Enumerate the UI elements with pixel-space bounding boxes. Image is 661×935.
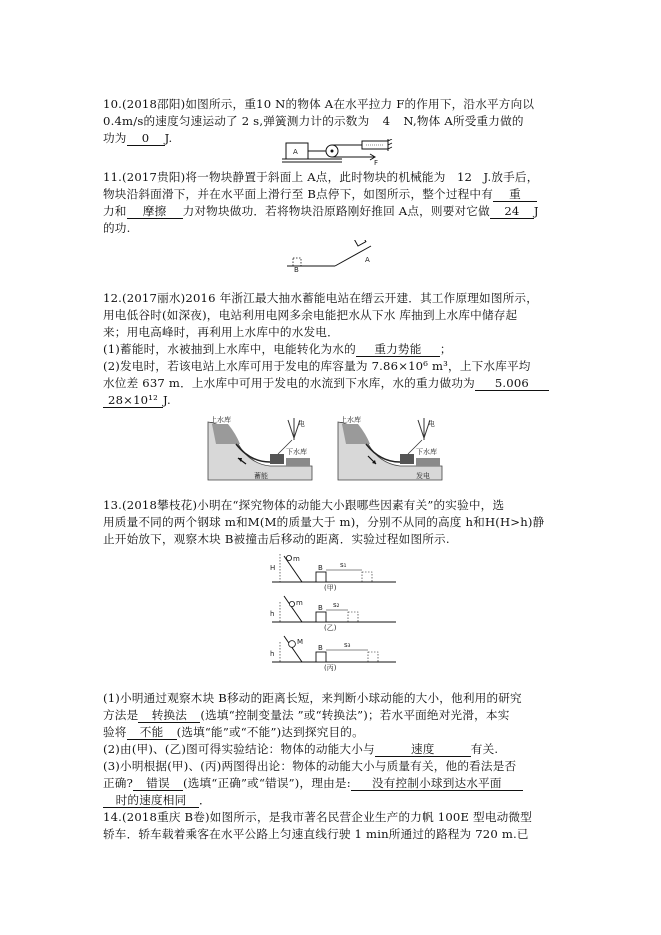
q12-line-7: 28×10¹² J. [103,392,171,408]
q13-answer-5a: 没有控制小球到达水平面 [351,777,523,791]
q13-label-bing: (丙) [324,664,337,672]
q12-label-lower-2: 下水库 [416,448,437,456]
q13-label-yi: (乙) [324,624,337,632]
q13-label-M: M [297,638,304,646]
q13-label-jia: (甲) [324,584,337,592]
q13-line-1: 13.(2018攀枝花)小明在“探究物体的动能大小跟哪些因素有关”的实验中，选 [103,498,505,512]
q12-label-elec-1: 电 [298,420,305,428]
q12-line-3: 来；用电高峰时，再利用上水库中的水发电． [103,325,339,339]
q12-answer-1: 重力势能 [356,343,440,357]
q13-part3-line-1: (3)小明根据(甲)、(丙)两图得出论：物体的动能大小与质量有关，他的看法是否 [103,759,517,773]
q12-panel-storage [208,415,312,480]
q11-line-4: 的功. [103,221,131,235]
q10-line-1: 10.(2018邵阳)如图所示，重10 N的物体 A在水平拉力 F的作用下，沿水平方向以 [103,97,535,111]
q10-answer-1: 4 [382,114,391,128]
q11-line-1: 11.(2017贵阳)将一物块静置于斜面上 A点，此时物块的机械能为 12 J.放手后， [103,170,539,184]
q13-line-3: 止开始放下，观察木块 B被撞击后移动的距离．实验过程如图所示. [103,532,450,546]
q13-label-B-2: B [318,604,323,612]
q11-figure-label-b: B [294,266,299,272]
q13-panel-bing [270,636,396,672]
q10-figure-label-a: A [293,148,298,156]
q13-label-h-1: h [270,610,275,618]
q12-line-6: 水位差 637 m．上水库中可用于发电的水流到下水库，水的重力做功为 5.006 [103,375,549,391]
q12-label-store: 蓄能 [254,472,268,480]
q11-line-2: 物块沿斜面滑下，并在水平面上滑行至 B点停下，如图所示，整个过程中有 重 [103,186,537,202]
q12-label-gen: 发电 [416,472,430,480]
q12-label-lower-1: 下水库 [286,448,307,456]
q11-answer-1: 12 [456,170,473,184]
q10-answer-2: 0 [127,132,165,146]
q12-line-4: (1)蓄能时，水被抽到上水库中，电能转化为水的 重力势能 ； [103,342,452,356]
q13-label-s2: s₂ [333,601,340,609]
q13-part1-line-2: 方法是 转换法 (选填“控制变量法 ”或“转换法”)；若水平面绝对光滑，本实 [103,708,510,722]
q10-figure-label-f: F [374,159,379,167]
q12-line-1: 12.(2017丽水)2016 年浙江最大抽水蓄能电站在缙云开建．其工作原理如图所示， [103,291,539,305]
q12-line-5: (2)发电时，若该电站上水库可用于发电的库容量为 7.86×10⁶ m³，上下水库平均 [103,359,531,373]
q13-answer-5b: 时的速度相同 [103,794,199,808]
q13-panel-jia [270,554,396,592]
q10-figure [278,139,408,169]
q13-part3-line-2: 正确? 错误 (选填“正确”或“错误”)，理由是: 没有控制小球到达水平面 [103,775,523,791]
q13-answer-1: 转换法 [138,709,200,723]
q10-line-3: 功为 0 J. [103,131,173,145]
q13-answer-2: 不能 [127,726,177,740]
q11-figure-label-a: A [365,256,370,264]
q12-figure [206,414,466,484]
q12-line-2: 用电低谷时(如深夜)，电站利用电网多余电能把水从下水 库抽到上水库中储存起 [103,308,518,322]
q11-line-3: 力和 摩擦 力对物块做功．若将物块沿原路刚好推回 A点，则要对它做 24 J [103,204,539,218]
q13-label-B-1: B [318,564,323,572]
q13-figure [268,552,400,672]
q14-line-2: 轿车．轿车载着乘客在水平公路上匀速直线行驶 1 min所通过的路程为 720 m.已 [103,827,529,841]
q13-part1-line-1: (1)小明通过观察木块 B移动的距离长短，来判断小球动能的大小，他利用的研究 [103,691,522,705]
q12-label-elec-2: 电 [428,420,435,428]
q11-answer-3: 摩擦 [127,205,183,219]
q13-label-s3: s₃ [344,641,351,649]
q12-label-upper-2: 上水库 [340,416,361,424]
q13-label-m-2: m [296,599,303,607]
q11-answer-2: 重 [493,188,537,202]
q10-line-2: 0.4m/s的速度匀速运动了 2 s,弹簧测力计的示数为 4 N,物体 A所受重力做的 [103,114,524,128]
q11-figure [285,240,381,272]
q13-part1-line-3: 验将 不能 (选填“能”或“不能”)达到探究目的。 [103,725,364,739]
q12-answer-2b: 28×10¹² [103,394,163,408]
q13-part2-line: (2)由(甲)、(乙)图可得实验结论：物体的动能大小与 速度 有关. [103,742,499,756]
q14-line-1: 14.(2018重庆 B卷)如图所示，是我市著名民营企业生产的力帆 100E 型电动微型 [103,810,532,824]
q13-label-B-3: B [318,644,323,652]
q13-part3-line-3: 时的速度相同 ． [103,792,211,808]
q12-panel-generate [338,415,442,480]
q13-answer-3: 速度 [375,743,471,757]
q12-answer-2a: 5.006 [475,377,549,391]
q11-answer-4: 24 [490,205,534,219]
q13-line-2: 用质量不同的两个钢球 m和M(M的质量大于 m)，分别不从同的高度 h和H(H>h)静 [103,515,545,529]
q13-label-h-2: h [270,650,275,658]
q13-label-H: H [270,564,276,572]
q13-label-s1: s₁ [340,561,347,569]
q13-answer-4: 错误 [133,777,183,791]
q12-label-upper-1: 上水库 [210,416,231,424]
q13-panel-yi [270,596,396,632]
q13-label-m-1: m [293,555,300,563]
